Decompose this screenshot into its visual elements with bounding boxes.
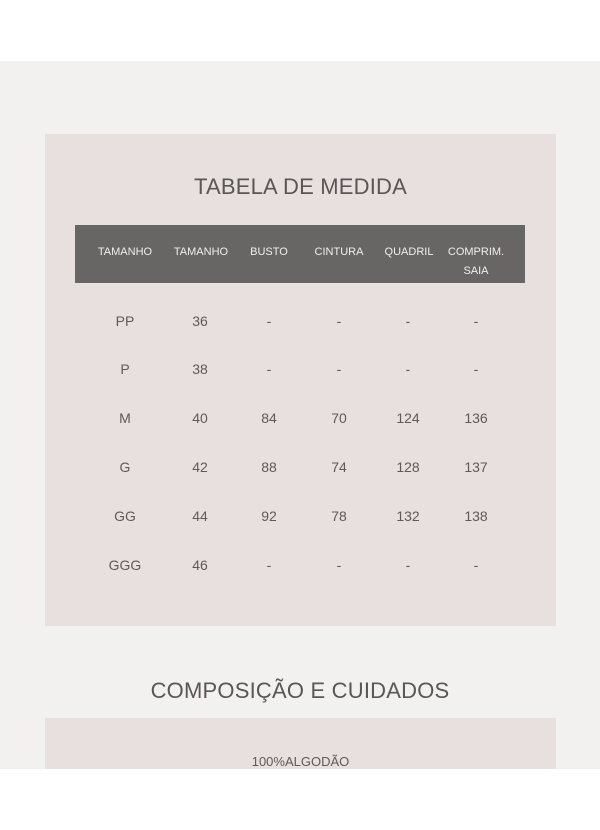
table-cell: - <box>266 361 272 377</box>
table-cell: 42 <box>192 459 208 475</box>
table-cell: 128 <box>396 459 420 475</box>
table-cell: - <box>473 361 479 377</box>
table-cell: P <box>120 361 130 377</box>
table-cell: 92 <box>261 508 277 524</box>
table-cell: 136 <box>464 410 488 426</box>
table-row <box>0 459 600 479</box>
header-cintura: CINTURA <box>314 246 364 258</box>
table-cell: 138 <box>464 508 488 524</box>
table-cell: 46 <box>192 557 208 573</box>
table-cell: 40 <box>192 410 208 426</box>
table-cell: 44 <box>192 508 208 524</box>
header-tamanho-letter: TAMANHO <box>97 246 153 258</box>
table-cell: G <box>119 459 131 475</box>
header-quadril: QUADRIL <box>384 246 434 258</box>
header-comprim-saia: COMPRIM. SAIA <box>447 246 505 277</box>
table-cell: - <box>336 313 342 329</box>
table-row <box>0 508 600 528</box>
table-cell: 84 <box>261 410 277 426</box>
table-cell: 132 <box>396 508 420 524</box>
table-cell: 124 <box>396 410 420 426</box>
table-row <box>0 361 600 381</box>
table-cell: 88 <box>261 459 277 475</box>
table-cell: - <box>336 557 342 573</box>
table-cell: - <box>266 313 272 329</box>
table-cell: - <box>405 313 411 329</box>
size-table-title: TABELA DE MEDIDA <box>193 174 408 199</box>
table-cell: GGG <box>108 557 142 573</box>
table-cell: 74 <box>331 459 347 475</box>
composition-title: COMPOSIÇÃO E CUIDADOS <box>150 678 450 703</box>
table-cell: - <box>405 361 411 377</box>
header-tamanho-number: TAMANHO <box>173 246 229 258</box>
table-cell: - <box>473 313 479 329</box>
table-cell: 137 <box>464 459 488 475</box>
header-busto: BUSTO <box>250 246 288 258</box>
size-table-header <box>75 225 525 283</box>
table-cell: - <box>336 361 342 377</box>
table-cell: - <box>473 557 479 573</box>
table-cell: - <box>266 557 272 573</box>
table-row <box>0 557 600 577</box>
composition-text: 100%ALGODÃO <box>251 754 350 769</box>
table-cell: 70 <box>331 410 347 426</box>
table-row <box>0 410 600 430</box>
table-cell: M <box>119 410 131 426</box>
table-cell: PP <box>115 313 135 329</box>
table-cell: - <box>405 557 411 573</box>
table-row <box>0 313 600 333</box>
table-cell: 78 <box>331 508 347 524</box>
table-cell: 36 <box>192 313 208 329</box>
table-cell: 38 <box>192 361 208 377</box>
table-cell: GG <box>114 508 136 524</box>
